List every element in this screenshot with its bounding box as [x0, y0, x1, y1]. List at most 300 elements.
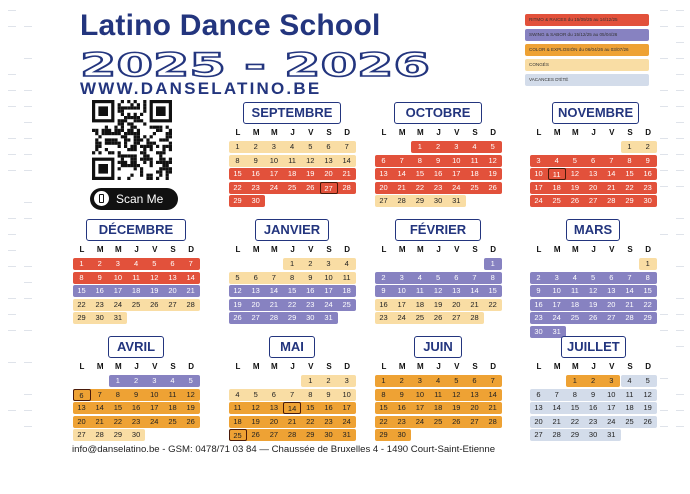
decoration-dash: [8, 74, 16, 75]
weekday-label: J: [290, 128, 295, 137]
day-cell: 13: [168, 272, 177, 282]
decoration-dash: [24, 138, 32, 139]
day-cell: 7: [97, 389, 102, 399]
decoration-dash: [676, 74, 684, 75]
weekday-label: V: [152, 245, 158, 254]
day-cell: 15: [287, 286, 297, 296]
day-cell: 19: [150, 286, 159, 296]
day-cell: 10: [415, 389, 425, 399]
weekday-label: M: [96, 362, 104, 371]
weekday-label: V: [454, 128, 460, 137]
day-cell: 27: [77, 430, 86, 440]
decoration-dash: [8, 218, 16, 219]
day-cell: 28: [488, 416, 497, 426]
day-cell: 16: [397, 403, 406, 413]
day-cell: 19: [570, 182, 580, 192]
day-cell: 10: [324, 272, 333, 282]
weekday-label: J: [436, 245, 441, 254]
day-cell: 20: [588, 182, 598, 192]
weekday-label: L: [536, 128, 542, 137]
years-heading: [80, 48, 440, 80]
decoration-dash: [24, 330, 32, 331]
day-cell: 2: [645, 142, 650, 151]
weekday-label: L: [235, 245, 241, 254]
weekday-label: V: [308, 362, 314, 371]
month-title: JUIN: [414, 336, 462, 358]
weekday-label: S: [326, 245, 332, 254]
weekday-label: M: [553, 362, 561, 371]
day-cell: 9: [591, 389, 596, 399]
day-cell: 22: [77, 299, 86, 309]
decoration-dash: [660, 426, 668, 427]
month-title: AVRIL: [108, 336, 164, 358]
day-cell: 6: [271, 389, 276, 399]
day-cell: 21: [287, 416, 297, 426]
decoration-dash: [676, 234, 684, 235]
day-cell: 5: [436, 272, 441, 282]
decoration-dash: [8, 138, 16, 139]
legend-item-session-3: COLOR & EXPLOSIÓN du 06/04/26 au 03/07/26: [525, 44, 649, 56]
legend-item-session-2: SWING & SABOR du 15/12/25 au 05/04/26: [525, 29, 649, 41]
day-cell: 24: [113, 299, 123, 309]
decoration-dash: [8, 266, 16, 267]
day-cell: 26: [251, 430, 260, 440]
weekday-label: D: [490, 362, 497, 371]
day-cell: 26: [643, 416, 652, 426]
day-cell: 20: [251, 299, 260, 309]
day-cell: 2: [97, 259, 102, 268]
day-cell: 6: [472, 376, 477, 385]
day-cell: 1: [645, 259, 650, 268]
day-cell: 27: [588, 196, 598, 206]
day-cell: 26: [588, 313, 598, 323]
day-cell: 7: [490, 376, 495, 385]
weekday-label: S: [627, 128, 633, 137]
weekday-label: J: [591, 362, 596, 371]
decoration-dash: [660, 234, 668, 235]
day-cell: 6: [454, 272, 459, 282]
day-cell: 4: [627, 376, 632, 385]
day-cell: 14: [342, 155, 351, 165]
decoration-dash: [24, 426, 32, 427]
day-cell: 8: [235, 155, 240, 165]
weekday-label: M: [252, 362, 260, 371]
decoration-dash: [24, 202, 32, 203]
weekday-label: J: [436, 128, 441, 137]
day-cell: 22: [488, 299, 497, 309]
day-cell: 30: [324, 430, 333, 440]
decoration-dash: [24, 394, 32, 395]
day-cell: 24: [415, 416, 425, 426]
day-cell: 10: [113, 272, 123, 282]
decoration-dash: [676, 346, 684, 347]
day-cell: 12: [643, 389, 652, 399]
decoration-dash: [660, 330, 668, 331]
day-cell: 5: [591, 272, 596, 282]
month-title: MAI: [269, 336, 315, 358]
day-cell: 13: [324, 155, 333, 165]
day-cell: 16: [324, 403, 333, 413]
decoration-dash: [676, 138, 684, 139]
day-cell: 3: [344, 376, 349, 385]
day-cell: 18: [552, 182, 561, 192]
day-cell: 22: [287, 299, 297, 309]
weekday-label: M: [572, 128, 579, 137]
day-cell: 23: [588, 416, 598, 426]
day-cell: 2: [134, 376, 139, 385]
day-cell: 13: [379, 169, 388, 179]
day-cell: 8: [381, 389, 386, 399]
day-cell: 13: [251, 286, 260, 296]
day-cell: 30: [131, 430, 141, 440]
legend-item-session-1: RITMO & RAICES du 15/09/25 au 14/12/25: [525, 14, 649, 26]
day-cell: 29: [643, 313, 652, 323]
day-cell: 25: [229, 429, 247, 441]
weekday-label: M: [115, 245, 122, 254]
day-cell: 5: [454, 376, 459, 385]
day-cell: 3: [326, 259, 331, 268]
day-cell: 12: [452, 389, 461, 399]
day-cell: 16: [379, 299, 388, 309]
day-cell: 6: [381, 155, 386, 165]
day-cell: 18: [131, 286, 141, 296]
day-cell: 4: [290, 142, 295, 151]
legend-item-holidays: CONGÉS: [525, 59, 649, 71]
day-cell: 19: [186, 403, 195, 413]
day-cell: 6: [609, 272, 614, 282]
decoration-dash: [8, 410, 16, 411]
weekday-label: M: [398, 245, 406, 254]
day-cell: 6: [253, 272, 258, 282]
decoration-dash: [8, 250, 16, 251]
weekday-label: M: [417, 128, 424, 137]
day-cell: 19: [643, 403, 652, 413]
day-cell: 10: [269, 155, 279, 165]
day-cell: 21: [552, 416, 561, 426]
weekday-label: L: [235, 128, 241, 137]
day-cell: 7: [472, 272, 477, 282]
decoration-dash: [24, 170, 32, 171]
website-link[interactable]: WWW.DANSELATINO.BE: [80, 79, 322, 98]
weekday-label: M: [96, 245, 104, 254]
day-cell: 10: [150, 389, 159, 399]
day-cell: 1: [627, 142, 632, 151]
day-cell: 2: [436, 142, 441, 151]
day-cell: 29: [77, 313, 86, 323]
day-cell: 8: [79, 272, 84, 282]
day-cell: 11: [415, 286, 424, 296]
day-cell: 14: [269, 286, 279, 296]
day-cell: 28: [269, 313, 279, 323]
day-cell: 13: [588, 169, 598, 179]
day-cell: 18: [470, 169, 479, 179]
day-cell: 23: [379, 313, 388, 323]
month-title: OCTOBRE: [394, 102, 482, 124]
weekday-label: M: [572, 245, 579, 254]
day-cell: 3: [536, 155, 541, 165]
day-cell: 18: [433, 403, 443, 413]
day-cell: 2: [591, 376, 596, 385]
day-cell: 8: [308, 389, 313, 399]
day-cell: 24: [534, 196, 543, 206]
decoration-dash: [24, 282, 32, 283]
weekday-label: M: [398, 362, 406, 371]
month-title: DÉCEMBRE: [86, 219, 186, 241]
day-cell: 21: [470, 299, 479, 309]
day-cell: 13: [470, 389, 479, 399]
decoration-dash: [676, 410, 684, 411]
day-cell: 9: [436, 155, 441, 165]
day-cell: 26: [186, 416, 195, 426]
day-cell: 25: [570, 313, 580, 323]
day-cell: 29: [570, 430, 580, 440]
weekday-label: D: [188, 245, 195, 254]
day-cell: 23: [306, 299, 315, 309]
weekday-label: J: [134, 362, 139, 371]
decoration-dash: [24, 122, 32, 123]
day-cell: 11: [168, 389, 177, 399]
day-cell: 5: [308, 142, 313, 151]
day-cell: 9: [399, 389, 404, 399]
day-cell: 23: [324, 416, 333, 426]
day-cell: 20: [470, 403, 479, 413]
day-cell: 12: [433, 286, 443, 296]
day-cell: 12: [570, 169, 580, 179]
day-cell: 25: [415, 313, 425, 323]
day-cell: 29: [625, 196, 634, 206]
weekday-label: V: [308, 245, 314, 254]
day-cell: 21: [625, 299, 634, 309]
day-cell: 17: [342, 403, 351, 413]
decoration-dash: [676, 106, 684, 107]
day-cell: 17: [324, 286, 333, 296]
weekday-label: S: [627, 245, 633, 254]
decoration-dash: [8, 234, 16, 235]
decoration-dash: [676, 42, 684, 43]
decoration-dash: [660, 170, 668, 171]
day-cell: 30: [534, 327, 543, 336]
day-cell: 4: [472, 142, 477, 151]
day-cell: 8: [115, 389, 120, 399]
day-cell: 19: [433, 299, 443, 309]
decoration-dash: [8, 10, 16, 11]
day-cell: 28: [607, 196, 616, 206]
day-cell: 31: [324, 313, 333, 323]
qr-code[interactable]: [92, 100, 172, 180]
weekday-label: V: [609, 128, 615, 137]
day-cell: 20: [534, 416, 543, 426]
day-cell: 28: [287, 430, 297, 440]
scan-me-button[interactable]: [90, 188, 178, 210]
decoration-dash: [8, 314, 16, 315]
day-cell: 15: [113, 403, 123, 413]
day-cell: 1: [115, 376, 120, 385]
decoration-dash: [676, 426, 684, 427]
weekday-label: M: [271, 245, 278, 254]
day-cell: 4: [235, 389, 240, 399]
weekday-label: J: [436, 362, 441, 371]
day-cell: 2: [308, 259, 313, 268]
day-cell: 20: [77, 416, 86, 426]
day-cell: 15: [570, 403, 580, 413]
decoration-dash: [24, 218, 32, 219]
day-cell: 6: [536, 389, 541, 399]
day-cell: 23: [433, 182, 443, 192]
day-cell: 10: [342, 389, 351, 399]
day-cell: 1: [79, 259, 84, 268]
day-cell: 14: [625, 286, 634, 296]
day-cell: 25: [433, 416, 443, 426]
day-cell: 27: [251, 313, 260, 323]
day-cell: 30: [397, 430, 406, 440]
day-cell: 12: [588, 286, 598, 296]
day-cell: 14: [607, 169, 616, 179]
day-cell: 21: [95, 416, 104, 426]
decoration-dash: [676, 26, 684, 27]
day-cell: 10: [534, 169, 543, 179]
day-cell: 5: [188, 376, 193, 385]
decoration-dash: [24, 154, 32, 155]
day-cell: 9: [308, 272, 313, 282]
day-cell: 29: [287, 313, 297, 323]
day-cell: 3: [417, 376, 422, 385]
day-cell: 17: [113, 286, 123, 296]
day-cell: 22: [643, 299, 652, 309]
day-cell: 29: [415, 196, 425, 206]
weekday-label: J: [290, 245, 295, 254]
day-cell: 24: [324, 299, 333, 309]
day-cell: 1: [235, 142, 240, 151]
decoration-dash: [676, 10, 684, 11]
day-cell: 10: [452, 155, 461, 165]
day-cell: 7: [344, 142, 349, 151]
day-cell: 13: [77, 403, 86, 413]
decoration-dash: [676, 170, 684, 171]
decoration-dash: [24, 106, 32, 107]
day-cell: 24: [150, 416, 159, 426]
day-cell: 7: [399, 155, 404, 165]
weekday-label: L: [381, 128, 387, 137]
day-cell: 12: [233, 286, 242, 296]
day-cell: 1: [308, 376, 313, 385]
day-cell: 24: [269, 182, 279, 192]
day-cell: 3: [454, 142, 459, 151]
day-cell: 25: [552, 196, 561, 206]
day-cell: 7: [609, 155, 614, 165]
decoration-dash: [8, 106, 16, 107]
day-cell: 7: [271, 272, 276, 282]
day-cell: 11: [342, 272, 351, 282]
weekday-label: L: [235, 362, 241, 371]
day-cell: 26: [570, 196, 580, 206]
day-cell: 4: [417, 272, 422, 282]
day-cell: 20: [452, 299, 461, 309]
weekday-label: M: [417, 362, 424, 371]
day-cell: 25: [625, 416, 634, 426]
day-cell: 17: [415, 403, 425, 413]
decoration-dash: [24, 266, 32, 267]
day-cell: 21: [342, 169, 351, 179]
day-cell: 22: [233, 182, 242, 192]
weekday-label: M: [252, 245, 260, 254]
day-cell: 5: [152, 259, 157, 268]
day-cell: 17: [397, 299, 406, 309]
day-cell: 2: [326, 376, 331, 385]
day-cell: 4: [170, 376, 175, 385]
day-cell: 24: [342, 416, 351, 426]
decoration-dash: [660, 378, 668, 379]
weekday-label: V: [454, 362, 460, 371]
day-cell: 4: [344, 259, 349, 268]
day-cell: 1: [381, 376, 386, 385]
day-cell: 27: [269, 430, 279, 440]
day-cell: 2: [381, 272, 386, 282]
day-cell: 10: [552, 286, 561, 296]
weekday-label: D: [344, 128, 351, 137]
weekday-label: J: [591, 128, 596, 137]
decoration-dash: [660, 138, 668, 139]
month-title: JUILLET: [561, 336, 626, 358]
day-cell: 4: [134, 259, 139, 268]
day-cell: 26: [150, 299, 159, 309]
day-cell: 21: [397, 182, 406, 192]
day-cell: 9: [253, 155, 258, 165]
day-cell: 16: [588, 403, 598, 413]
day-cell: 25: [470, 182, 479, 192]
weekday-label: M: [271, 128, 278, 137]
day-cell: 12: [186, 389, 195, 399]
decoration-dash: [660, 186, 668, 187]
day-cell: 19: [233, 299, 242, 309]
day-cell: 18: [233, 416, 242, 426]
weekday-label: D: [490, 245, 497, 254]
decoration-dash: [676, 298, 684, 299]
weekday-label: M: [553, 128, 561, 137]
day-cell: 15: [488, 286, 497, 296]
day-cell: 8: [572, 389, 577, 399]
day-cell: 20: [269, 416, 279, 426]
decoration-dash: [660, 10, 668, 11]
day-cell: 12: [306, 155, 315, 165]
day-cell: 16: [306, 286, 315, 296]
day-cell: 23: [131, 416, 141, 426]
day-cell: 24: [552, 313, 561, 323]
day-cell: 11: [470, 155, 479, 165]
day-cell: 16: [131, 403, 141, 413]
day-cell: 13: [607, 286, 616, 296]
day-cell: 11: [288, 155, 296, 165]
day-cell: 2: [399, 376, 404, 385]
decoration-dash: [676, 394, 684, 395]
weekday-label: S: [170, 245, 176, 254]
day-cell: 15: [379, 403, 388, 413]
weekday-label: S: [472, 245, 478, 254]
day-cell: 16: [95, 286, 104, 296]
decoration-dash: [676, 218, 684, 219]
day-cell: 23: [251, 182, 260, 192]
day-cell: 19: [306, 169, 315, 179]
day-cell: 9: [326, 389, 331, 399]
day-cell: 21: [488, 403, 497, 413]
day-cell: 5: [235, 272, 240, 282]
decoration-dash: [660, 314, 668, 315]
day-cell: 7: [627, 272, 632, 282]
day-cell: 28: [397, 196, 406, 206]
decoration-dash: [24, 26, 32, 27]
day-cell: 24: [607, 416, 616, 426]
day-cell: 6: [73, 389, 91, 401]
decoration-dash: [8, 26, 16, 27]
